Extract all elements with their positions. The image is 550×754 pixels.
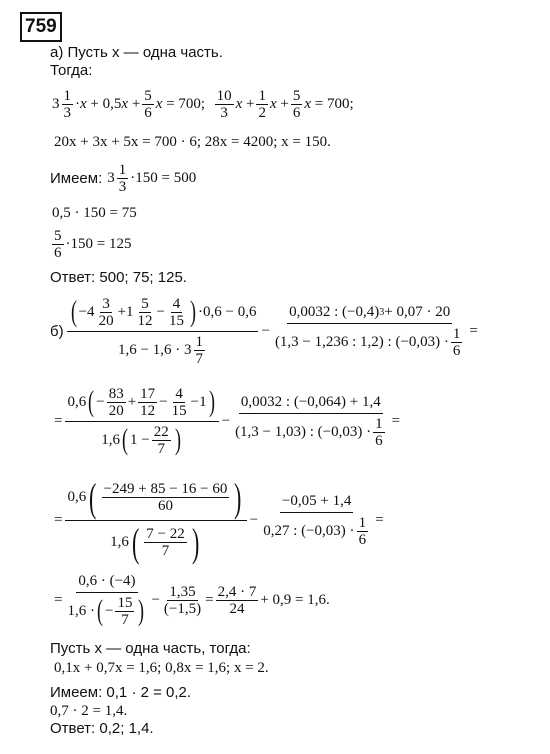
part-b-intro: Пусть x — одна часть, тогда: — [50, 640, 251, 657]
part-a-equation-1: 3 $\frac{1}{3}$ ·x + 0,5x + $\frac{5}{6}$ x = 700; $\frac{10}{3}$ x + $\frac{1}{2}$ x + $\frac{5}{6}$ x = 700; — [52, 87, 354, 121]
part-b-row-1: б) ( −4 $\frac{3}{20}$ +1 $\frac{5}{12}$ − $\frac{4}{15}$ ) ·0,6 − 0,6 1,6 − 1,6 · 3 $\frac{1}{7}$ − 0,0032 : (−0,4) 3 + 0,07 · 20 (1,3 − 1,236 : 1,2) : (−0,03) · $\frac{1}{6}$ = — [50, 295, 478, 367]
part-a-equation-2: 20x + 3x + 5x = 700 · 6; 28x = 4200; x = 150. — [54, 134, 331, 150]
part-a-then: Тогда: — [50, 62, 93, 79]
part-a-have-3: $\frac{5}{6}$ ·150 = 125 — [54, 227, 132, 261]
part-b-label: б) — [50, 322, 64, 340]
part-a-label: а) — [50, 44, 64, 61]
part-a-have-1: Имеем: 3 $\frac{1}{3}$ ·150 = 500 — [50, 161, 197, 195]
part-b-have-1: Имеем: 0,1 · 2 = 0,2. — [50, 684, 192, 701]
part-b-equation: 0,1x + 0,7x = 1,6; 0,8x = 1,6; x = 2. — [54, 660, 269, 676]
part-b-row-3: = 0,6 ( $\frac{-249 + 85 - 16 - 60}{60}$ ) 1,6 ( $\frac{7 - 22}{7}$ ) − −0,05 + 1,4 0,27 : (−0,03) · $\frac{1}{6}$ = — [54, 474, 384, 565]
part-a-answer: Ответ: 500; 75; 125. — [50, 269, 187, 286]
part-b-answer: Ответ: 0,2; 1,4. — [50, 720, 154, 737]
problem-number-badge: 759 — [20, 12, 62, 42]
part-b-row-4: = 0,6 · (−4) 1,6 · ( − $\frac{15}{7}$ ) − $\frac{1,35}{(-1,5)}$ = $\frac{2,4 \cdot 7}{24}$ + 0,9 = 1,6. — [54, 572, 330, 628]
part-b-row-2: = 0,6 ( − $\frac{83}{20}$ + $\frac{17}{12}$ − $\frac{4}{15}$ −1 ) 1,6 ( 1 − $\frac{22}{7}$ ) − 0,0032 : (−0,064) + 1,4 (1,3 − 1,03) : (−0,03) · $\frac{1}{6}$ = — [54, 385, 401, 457]
part-a-have-2: 0,5 · 150 = 75 — [52, 205, 137, 221]
part-b-have-2: 0,7 · 2 = 1,4. — [50, 703, 128, 719]
part-a-intro — [50, 44, 223, 62]
part-a-intro-text: Пусть x — одна часть. — [67, 44, 223, 61]
